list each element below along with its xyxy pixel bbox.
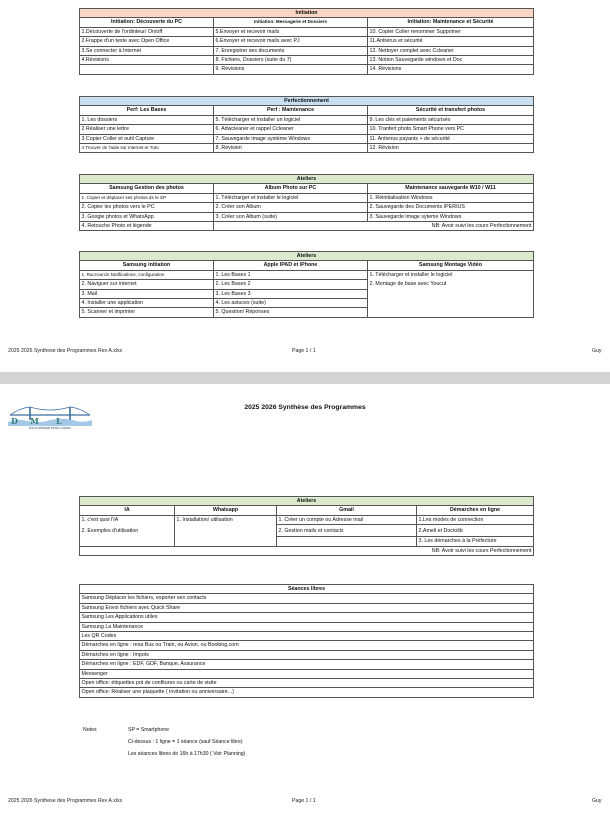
ateliers-header-whatsapp: Whatsapp — [175, 506, 277, 515]
table-cell: 5. Scanner et imprimer — [80, 308, 214, 317]
list-item — [80, 622, 534, 631]
table-cell — [175, 525, 277, 537]
svg-text:L: L — [56, 416, 62, 426]
ateliers-mobile-table — [79, 251, 534, 318]
table-cell: 12. Révision — [368, 144, 534, 153]
footer-page-number: Page 1 / 1 — [292, 798, 316, 804]
table-cell: 4. Retouche Photo et légende — [80, 222, 214, 231]
prerequisite-note: NB: Avoir suivi les cours Perfectionnement — [80, 546, 534, 555]
table-row — [80, 115, 534, 124]
notes-line: Ci-dessus : 1 ligne = 1 séance (sauf Séance libre) — [128, 739, 243, 745]
logo-text: DOUCHEMAINE MULTI LOISIRS — [29, 426, 71, 430]
svg-text:M: M — [30, 416, 39, 426]
page-divider — [0, 372, 610, 384]
initiation-title: Initiation — [80, 9, 534, 18]
table-row — [80, 270, 534, 279]
table-row — [80, 308, 534, 317]
table-cell: 5.Envoyer et recevoir mails — [214, 27, 368, 36]
table-cell: 6.Envoyer et recevoir mails avec PJ — [214, 37, 368, 46]
page-1 — [0, 0, 610, 372]
table-cell: 1. Les Bases 1 — [214, 270, 368, 279]
initiation-header-messagerie: Initiation: Messagerie et Dossiers — [214, 18, 368, 27]
table-row — [80, 144, 534, 153]
table-cell: 3. Google photos et WhatsApp — [80, 212, 214, 221]
table-cell: 2. Les Bases 2 — [214, 280, 368, 289]
table-cell: 8. Fichiers, Dossiers (suite du 7) — [214, 56, 368, 65]
table-cell — [368, 299, 534, 308]
ateliers-header-samsung-photos: Samsung Gestion des photos — [80, 184, 214, 193]
perf-header-maintenance: Perf : Maintenance — [214, 106, 368, 115]
table-cell: 1. c'est quoi l'IA — [80, 515, 175, 524]
seance-item: Samsung Envoi fichiers avec Quick Share — [80, 603, 534, 612]
seance-item: Démarches en ligne : Impots — [80, 650, 534, 659]
ateliers-header-apple: Apple IPAD et iPhone — [214, 261, 368, 270]
table-row — [80, 525, 534, 537]
seance-item: Samsung Les Applications utiles — [80, 613, 534, 622]
page-title: 2025 2026 Synthèse des Programmes — [244, 404, 366, 411]
seances-libres-title: Séances libres — [80, 585, 534, 594]
table-row — [80, 193, 534, 202]
table-cell — [277, 537, 417, 546]
table-cell: 10. Tranfert photo Smart Phone vers PC — [368, 125, 534, 134]
table-row — [80, 299, 534, 308]
list-item — [80, 688, 534, 697]
list-item — [80, 603, 534, 612]
table-cell — [368, 289, 534, 298]
table-cell: 1. Télécharger et installer le logiciel — [214, 193, 368, 202]
table-row — [80, 27, 534, 36]
list-item — [80, 632, 534, 641]
table-cell — [80, 537, 175, 546]
table-cell: 2. Copier les photos vers le PC — [80, 203, 214, 212]
footer-page-number: Page 1 / 1 — [292, 348, 316, 354]
ateliers-header-montage-video: Samsung Montage Vidéo — [368, 261, 534, 270]
list-item — [80, 594, 534, 603]
table-cell: 7. Sauvegarde image système Windows — [214, 134, 368, 143]
seance-item: Messenger — [80, 669, 534, 678]
seance-item: Démarches en ligne : resa Bus ou Train, ou Avion, ou Booking.com — [80, 641, 534, 650]
ateliers-header-gmail: Gmail — [277, 506, 417, 515]
table-row — [80, 280, 534, 289]
table-row — [80, 289, 534, 298]
table-cell: 9. Les clés et paiements sécurisés — [368, 115, 534, 124]
table-cell: 10. Copier Coller renommer Supprimer — [368, 27, 534, 36]
footer-author: Guy — [592, 348, 602, 354]
table-cell: 2. Gestion mails et contacts — [277, 525, 417, 537]
ateliers-title: Ateliers — [80, 497, 534, 506]
seance-item: Les QR Codes — [80, 632, 534, 641]
table-cell: 14. Révisions — [368, 65, 534, 74]
table-cell: 4.Révisions — [80, 56, 214, 65]
table-cell: 2. Exemples d'utilisation — [80, 525, 175, 537]
table-row — [80, 222, 534, 231]
list-item — [80, 660, 534, 669]
table-cell: 3. Les Bases 3 — [214, 289, 368, 298]
table-cell: 1. Télécharger et installer le logiciel — [368, 270, 534, 279]
table-cell: 1. Installation/ utilisation — [175, 515, 277, 524]
table-cell — [368, 308, 534, 317]
table-cell: 2. Sauvegarde des Documents IPERIUS — [368, 203, 534, 212]
perfectionnement-table — [79, 96, 534, 153]
table-cell: 5. Télécharger et installer un logiciel — [214, 115, 368, 124]
table-row — [80, 37, 534, 46]
table-cell: 1. Créer un compte ou Adresse mail — [277, 515, 417, 524]
table-row — [80, 134, 534, 143]
seance-item: Samsung Déplacer les fichiers, exporter ses contacts — [80, 594, 534, 603]
table-row — [80, 203, 534, 212]
table-cell: 4 Trouver de l'aide sur internet et Tuto — [80, 144, 214, 153]
list-item — [80, 641, 534, 650]
table-cell: 2. Naviguer sur internet — [80, 280, 214, 289]
table-cell: 3.Se connecter à Internet — [80, 46, 214, 55]
list-item — [80, 679, 534, 688]
table-cell — [80, 65, 214, 74]
table-cell: 2.Ameli et Doctolib — [417, 525, 534, 537]
ateliers-header-samsung-initiation: Samsung initiation — [80, 261, 214, 270]
table-cell: 3. Créer son Album (suite) — [214, 212, 368, 221]
footer-filename: 2025 2026 Synthese des Programmes Rev A.xlsx — [8, 798, 123, 804]
table-cell: 3. Sauvegarde image syteme Windows — [368, 212, 534, 221]
ateliers-digital-table — [79, 496, 534, 556]
initiation-table — [79, 8, 534, 75]
table-row — [80, 125, 534, 134]
table-cell: 9. Révisions — [214, 65, 368, 74]
table-cell: 2.Frappe d'un texte avec Open Office — [80, 37, 214, 46]
table-cell: 2. Créer son Album — [214, 203, 368, 212]
table-cell: 1. Réinitialisation Windows — [368, 193, 534, 202]
table-cell: 11. Antivirus payants + de sécurité — [368, 134, 534, 143]
table-cell: 5. Question/ Réponses — [214, 308, 368, 317]
table-cell: 1. Raccourcis Notifications, configuration — [80, 270, 214, 279]
ateliers-title: Ateliers — [80, 175, 534, 184]
svg-text:D: D — [11, 416, 18, 426]
table-cell: 6. Adwcleaner et rappel Ccleaner — [214, 125, 368, 134]
perf-header-securite: Sécurité et transfert photos — [368, 106, 534, 115]
ateliers-header-sauvegarde: Maintenance sauvegarde W10 / W11 — [368, 184, 534, 193]
table-cell: 4. Installer une application — [80, 299, 214, 308]
prerequisite-note: NB: Avoir suivi les cours Perfectionnement — [214, 222, 534, 231]
perfectionnement-title: Perfectionnement — [80, 97, 534, 106]
notes-line: Les séances libres de 16h à 17h30 ( Voir Planning) — [128, 751, 246, 757]
table-cell: 3 Copier Coller et outil Capture — [80, 134, 214, 143]
table-cell: 1. Copier et déplacer ses photos ds le SP — [80, 193, 214, 202]
table-cell: 8. Révision — [214, 144, 368, 153]
page-2 — [0, 384, 610, 814]
list-item — [80, 613, 534, 622]
footer-filename: 2025 2026 Synthese des Programmes Rev A.xlsx — [8, 348, 123, 354]
ateliers-header-album: Album Photo sur PC — [214, 184, 368, 193]
seances-libres-table — [79, 584, 534, 698]
ateliers-title: Ateliers — [80, 252, 534, 261]
table-row — [80, 546, 534, 555]
table-cell: 2. Montage de base avec Youcut — [368, 280, 534, 289]
table-cell: 1.Les modes de connection — [417, 515, 534, 524]
initiation-header-maintenance: Initiation: Maintenance et Sécurité — [368, 18, 534, 27]
table-cell: 11.Antivirus et sécurité — [368, 37, 534, 46]
list-item — [80, 650, 534, 659]
table-cell: 2 Réaliser une lettre — [80, 125, 214, 134]
seance-item: Open office: Réaliser une plaquette ( invitation ou anniversaire...) — [80, 688, 534, 697]
table-cell — [175, 537, 277, 546]
seance-item: Samsung La Maintenance — [80, 622, 534, 631]
ateliers-photos-table — [79, 174, 534, 231]
table-cell: 1. Les dossiers — [80, 115, 214, 124]
table-row — [80, 212, 534, 221]
initiation-header-pc: Initiation: Découverte du PC — [80, 18, 214, 27]
table-cell: 12. Nettoyer complet avec Ccleaner — [368, 46, 534, 55]
footer-author: Guy — [592, 798, 602, 804]
notes-label: Notes — [83, 727, 97, 733]
seance-item: Démarches en ligne : EDF, GDF, Banque, Assurance — [80, 660, 534, 669]
list-item — [80, 669, 534, 678]
table-cell: 3. Mail — [80, 289, 214, 298]
table-cell: 13. Notion Sauvegarde windows et Doc — [368, 56, 534, 65]
table-row — [80, 46, 534, 55]
ateliers-header-ia: IA — [80, 506, 175, 515]
table-cell: 1.Découverte de l'ordinteur/ On/off — [80, 27, 214, 36]
table-row — [80, 537, 534, 546]
perf-header-bases: Perf: Les Bases — [80, 106, 214, 115]
ateliers-header-demarches: Démarches en ligne — [417, 506, 534, 515]
notes-line: SP = Smartphone — [128, 727, 169, 733]
table-cell: 4. Les astuces (suite) — [214, 299, 368, 308]
table-row — [80, 56, 534, 65]
seance-item: Open office: étiquettes pot de confitures ou carte de visite — [80, 679, 534, 688]
table-cell: 3. Les démarches à la Préfecture — [417, 537, 534, 546]
table-row — [80, 515, 534, 524]
table-row — [80, 65, 534, 74]
table-cell: 7. Enregistrer ses documents — [214, 46, 368, 55]
